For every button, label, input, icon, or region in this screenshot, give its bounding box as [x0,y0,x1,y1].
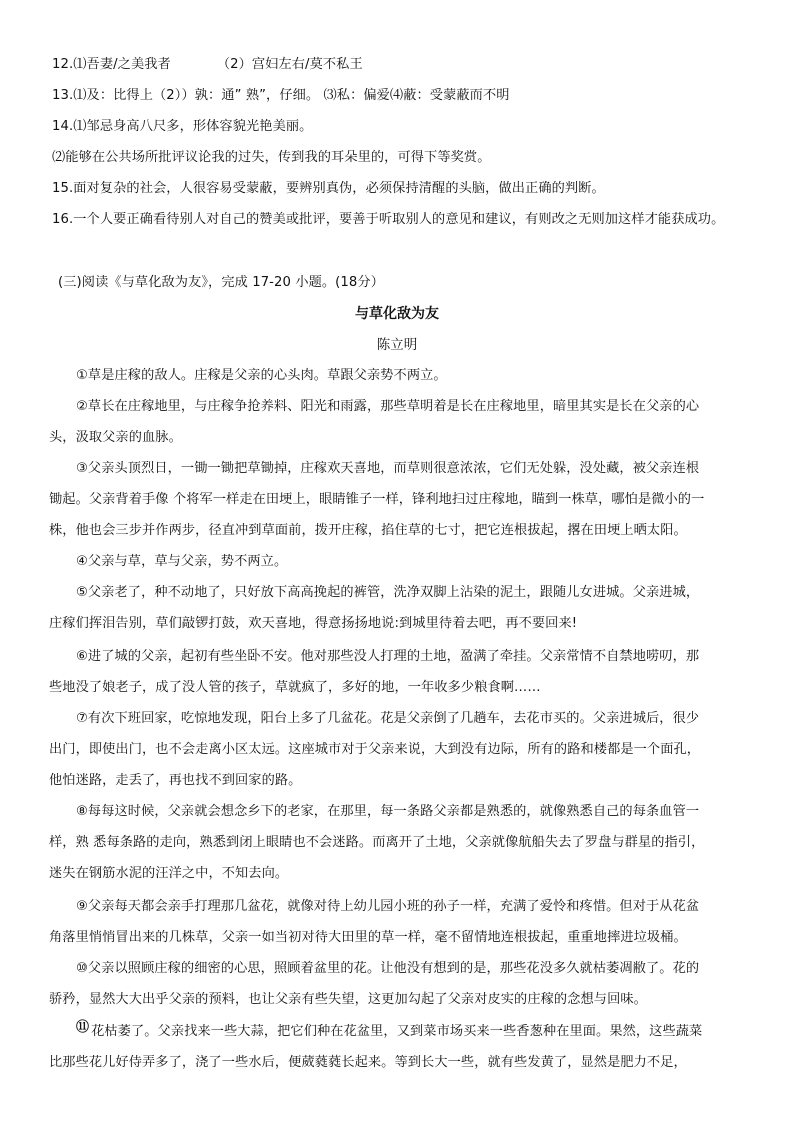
passage-line: ⑦有次下班回家，吃惊地发现，阳台上多了几盆花。花是父亲倒了几趟车，去花市买的。父亲进城后，很少 [76,711,700,726]
passage-line-11-text: 花枯萎了。父亲找来一些大蒜，把它们种在花盆里，又到菜市场买来一些香葱种在里面。果然，这些蔬菜 [91,1024,703,1039]
passage-line: 迷失在钢筋水泥的汪洋之中，不知去向。 [49,866,289,881]
passage-line: ④父亲与草，草与父亲，势不两立。 [76,554,288,569]
passage-title: 与草化敌为友 [355,306,439,322]
passage-line: ⑧每每这时候，父亲就会想念乡下的老家，在那里，每一条路父亲都是熟悉的，就像熟悉自己的每条血管一 [76,804,700,819]
passage-line: 庄稼们挥泪告别，草们敲锣打鼓，欢天喜地，得意扬扬地说:到城里待着去吧，再不要回来! [49,616,578,631]
passage-line: 锄起。父亲背着手像 个将军一样走在田埂上，眼睛锥子一样，锋利地扫过庄稼地，瞄到一株草，哪怕是微小的一 [49,492,705,507]
passage-line-11 [76,1020,703,1040]
answer-12-part-2: （2）宫妇左右/莫不私王 [216,57,363,72]
passage-line: 角落里悄悄冒出来的几株草，父亲一如当初对待大田里的草一样，毫不留情地连根拔起，重重地摔进垃圾桶。 [49,930,687,945]
passage-line: 他怕迷路，走丢了，再也找不到回家的路。 [49,773,302,788]
passage-line: 骄矜，显然大大出乎父亲的预料，也让父亲有些失望，这更加勾起了父亲对皮实的庄稼的念想与回味。 [49,992,647,1007]
passage-line: 样，熟 悉每条路的走向，熟悉到闭上眼睛也不会迷路。而离开了土地，父亲就像航船失去了罗盘与群星的指引， [49,835,705,850]
answer-15: 15.面对复杂的社会，人很容易受蒙蔽，要辨别真伪，必须保持清醒的头脑，做出正确的判断。 [52,181,605,196]
passage-line: 出门，即使出门，也不会走离小区太远。这座城市对于父亲来说，大到没有边际，所有的路和楼都是一个面孔， [49,742,701,757]
answer-14-2: ⑵能够在公共场所批评议论我的过失，传到我的耳朵里的，可得下等奖赏。 [52,150,491,165]
paragraph-11-marker: ⑪ [76,1020,90,1035]
passage-line: ⑥进了城的父亲，起初有些坐卧不安。他对那些没人打理的土地，盈满了牵挂。父亲常情不自禁地唠叨，那 [76,649,700,664]
passage-line: 头，汲取父亲的血脉。 [49,430,182,445]
passage-line: 株，他也会三步并作两步，径直冲到草面前，拨开庄稼，掐住草的七寸，把它连根拔起，撂在田埂上晒太阳。 [49,523,687,538]
passage-line: ②草长在庄稼地里，与庄稼争抢养料、阳光和雨露，那些草明着是长在庄稼地里，暗里其实是长在父亲的心 [76,399,700,414]
passage-line: ①草是庄稼的敌人。庄稼是父亲的心头肉。草跟父亲势不两立。 [76,368,447,383]
answer-14-1: 14.⑴邹忌身高八尺多，形体容貌光艳美丽。 [52,119,313,134]
answer-13: 13.⑴及：比得上（2））孰：通” 熟”，仔细。 ⑶私：偏爱⑷蔽：受蒙蔽而不明 [52,88,510,103]
answer-12 [52,57,363,73]
passage-line: ③父亲头顶烈日，一锄一锄把草锄掉，庄稼欢天喜地，而草则很意浓浓，它们无处躲，没处藏，被父亲连根 [76,461,700,476]
passage-line: 比那些花儿好侍弄多了，浇了一些水后，便葳蕤蕤长起来。等到长大一些，就有些发黄了，显然是肥力不足， [49,1055,687,1070]
answer-12-part-1: 12.⑴吾妻/之美我者 [52,57,171,72]
passage-author: 陈立明 [376,337,418,353]
passage-line: 些地没了娘老子，成了没人管的孩子，草就疯了，多好的地，一年收多少粮食啊…… [49,680,541,695]
passage-line: ⑨父亲每天都会亲手打理那几盆花，就像对待上幼儿园小班的孙子一样，充满了爱怜和疼惜。但对于从花盆 [76,899,700,914]
section-intro: (三)阅读《与草化敌为友》，完成 17-20 小题。(18分） [58,275,384,290]
passage-line: ⑩父亲以照顾庄稼的细密的心思，照顾着盆里的花。让他没有想到的是，那些花没多久就枯萎凋敝了。花的 [76,961,700,976]
passage-line: ⑤父亲老了，种不动地了，只好放下高高挽起的裤管，洗净双脚上沾染的泥土，跟随儿女进城。父亲进城， [76,585,700,600]
answer-16: 16.一个人要正确看待别人对自己的赞美或批评，要善于听取别人的意见和建议，有则改之无则加这样才能获成功。 [52,212,725,227]
